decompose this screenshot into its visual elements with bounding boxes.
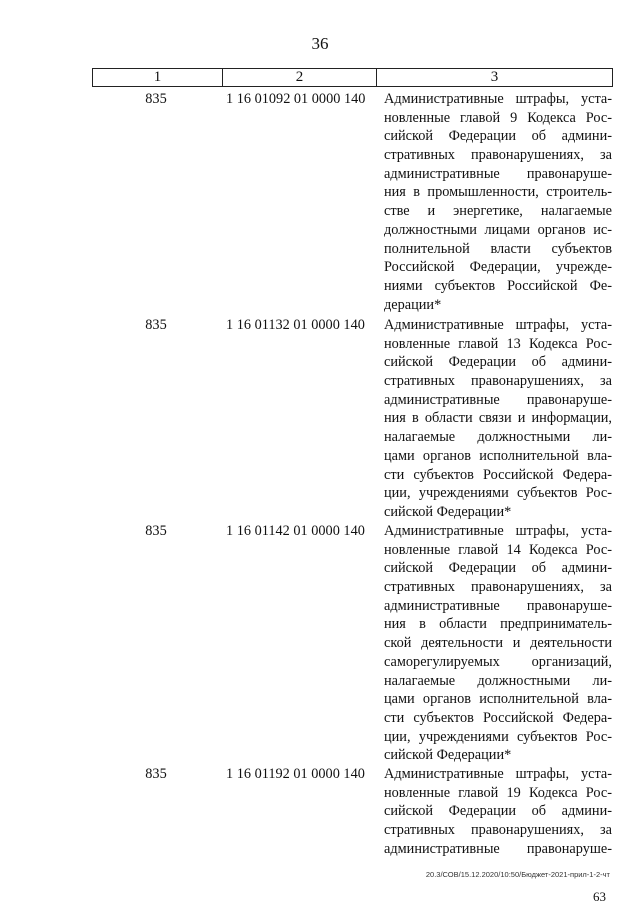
description-line: сти субъектов Российской Федера- (384, 709, 612, 726)
revenue-description (384, 765, 612, 858)
description-line: стве и энергетике, налагаемые (384, 203, 612, 220)
description-line: цами органов исполнительной вла- (384, 691, 612, 708)
budget-classification-code: 1 16 01142 01 0000 140 (226, 523, 365, 539)
header-col-3: 3 (490, 69, 499, 85)
description-line: налагаемые должностными ли- (384, 672, 612, 689)
description-line: Административные штрафы, уста- (384, 766, 612, 782)
description-line: стративных правонарушениях, за (384, 373, 612, 390)
description-line: саморегулируемых организаций, (384, 653, 612, 670)
description-line: Административные штрафы, уста- (384, 523, 612, 539)
description-line: сийской Федерации об админи- (384, 560, 612, 577)
page-number-bottom: 63 (593, 889, 606, 904)
description-line: ции, учреждениями субъектов Рос- (384, 485, 612, 502)
description-line: административные правонаруше- (384, 840, 612, 857)
revenue-description (384, 316, 612, 522)
description-line: ниями субъектов Российской Фе- (384, 277, 612, 294)
description-line: ния в области предприниматель- (384, 616, 612, 633)
header-col-2: 2 (223, 69, 377, 86)
page-number-top: 36 (311, 34, 329, 53)
revenue-description (384, 522, 612, 765)
description-line: ской деятельности и деятельности (384, 635, 612, 652)
description-line: Российской Федерации, учрежде- (384, 259, 612, 276)
admin-code: 835 (145, 766, 167, 782)
description-line: ния в области связи и информации, (384, 410, 612, 427)
header-col-1: 1 (93, 69, 223, 86)
description-line: стративных правонарушениях, за (384, 147, 612, 164)
admin-code: 835 (145, 317, 167, 333)
revenue-description (384, 90, 612, 314)
description-line: должностными лицами органов ис- (384, 221, 612, 238)
description-line: дерации* (384, 296, 442, 313)
description-line: сийской Федерации* (384, 747, 512, 764)
budget-classification-code: 1 16 01132 01 0000 140 (226, 317, 365, 333)
description-line: Административные штрафы, уста- (384, 317, 612, 333)
description-line: Административные штрафы, уста- (384, 91, 612, 107)
description-line: административные правонаруше- (384, 391, 612, 408)
description-line: ния в промышленности, строитель- (384, 184, 612, 201)
table-header (92, 68, 613, 87)
description-line: цами органов исполнительной вла- (384, 447, 612, 464)
document-stamp: 20.3/СОВ/15.12.2020/10:50/Бюджет-2021-прил-1-2-чт (425, 870, 610, 879)
description-line: новленные главой 14 Кодекса Рос- (384, 541, 612, 558)
description-line: новленные главой 13 Кодекса Рос- (384, 335, 612, 352)
budget-classification-code: 1 16 01192 01 0000 140 (226, 766, 365, 782)
description-line: налагаемые должностными ли- (384, 429, 612, 446)
description-line: сти субъектов Российской Федера- (384, 466, 612, 483)
admin-code: 835 (145, 523, 167, 539)
description-line: административные правонаруше- (384, 597, 612, 614)
admin-code: 835 (145, 91, 167, 107)
description-line: сийской Федерации* (384, 503, 512, 520)
description-line: новленные главой 9 Кодекса Рос- (384, 109, 612, 126)
description-line: сийской Федерации об админи- (384, 803, 612, 820)
description-line: новленные главой 19 Кодекса Рос- (384, 784, 612, 801)
description-line: ции, учреждениями субъектов Рос- (384, 728, 612, 745)
description-line: стративных правонарушениях, за (384, 822, 612, 839)
budget-classification-code: 1 16 01092 01 0000 140 (226, 91, 366, 107)
description-line: сийской Федерации об админи- (384, 128, 612, 145)
description-line: сийской Федерации об админи- (384, 354, 612, 371)
description-line: полнительной власти субъектов (384, 240, 612, 257)
description-line: стративных правонарушениях, за (384, 579, 612, 596)
description-line: административные правонаруше- (384, 165, 612, 182)
